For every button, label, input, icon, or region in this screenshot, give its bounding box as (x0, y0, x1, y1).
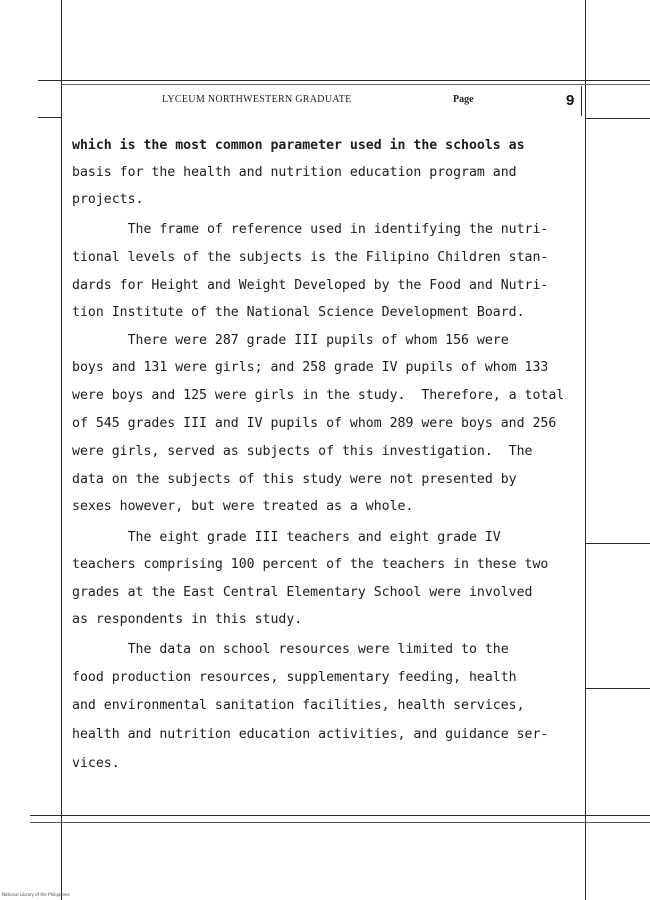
text-line: There were 287 grade III pupils of whom 156 were (72, 333, 509, 348)
text-line: The eight grade III teachers and eight grade IV (72, 530, 501, 545)
text-line: The data on school resources were limited to the (72, 642, 509, 657)
text-line: were girls, served as subjects of this investigation. The (72, 444, 533, 459)
right-edge-rule-2 (586, 688, 650, 689)
header-title: LYCEUM NORTHWESTERN GRADUATE (162, 94, 352, 105)
text-line: tion Institute of the National Science Development Board. (72, 305, 525, 320)
footer-rule-1 (30, 815, 650, 816)
text-line: as respondents in this study. (72, 612, 303, 627)
text-line: food production resources, supplementary feeding, health (72, 670, 517, 685)
text-line: and environmental sanitation facilities, health services, (72, 698, 525, 713)
text-line: vices. (72, 756, 120, 771)
text-line: of 545 grades III and IV pupils of whom 289 were boys and 256 (72, 416, 557, 431)
text-line: The frame of reference used in identifying the nutri- (72, 222, 549, 237)
text-line: health and nutrition education activities, and guidance ser- (72, 727, 549, 742)
header-page-label: Page (453, 94, 474, 105)
right-edge-rule-1 (586, 543, 650, 544)
text-line: tional levels of the subjects is the Filipino Children stan- (72, 250, 549, 265)
header-bottom-rule-left (38, 117, 62, 118)
right-margin-rule (585, 0, 586, 900)
footer-rule-2 (30, 822, 650, 823)
text-line: data on the subjects of this study were not presented by (72, 472, 517, 487)
text-line: dards for Height and Weight Developed by the Food and Nutri- (72, 278, 549, 293)
header-bottom-rule-right (585, 118, 650, 119)
text-line: were boys and 125 were girls in the study. Therefore, a total (72, 388, 565, 403)
header-top-rule (38, 80, 650, 81)
page-number: 9 (566, 92, 575, 109)
footer-note: National Library of the Philippines (2, 892, 70, 897)
text-line: projects. (72, 192, 144, 207)
left-margin-rule (61, 0, 62, 900)
text-line: basis for the health and nutrition education program and (72, 165, 517, 180)
text-line: teachers comprising 100 percent of the teachers in these two (72, 557, 549, 572)
text-line: grades at the East Central Elementary School were involved (72, 585, 533, 600)
header-top-rule-2 (62, 84, 650, 85)
page-header (0, 94, 650, 114)
text-line: sexes however, but were treated as a whole. (72, 499, 414, 514)
text-line: which is the most common parameter used in the schools as (72, 138, 525, 153)
text-line: boys and 131 were girls; and 258 grade IV pupils of whom 133 (72, 360, 549, 375)
